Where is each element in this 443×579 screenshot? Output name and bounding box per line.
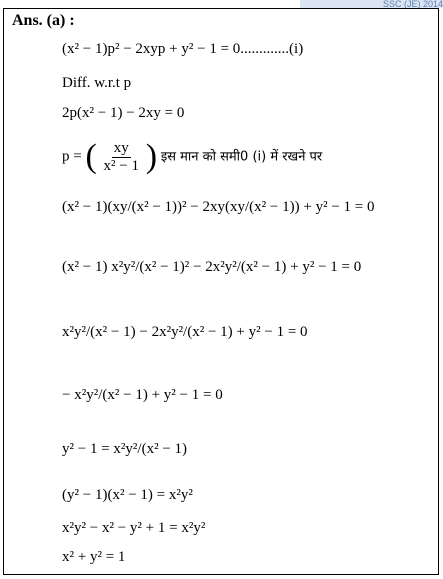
equation-10: x²y² − x² − y² + 1 = x²y²	[62, 520, 206, 536]
equation-2: 2p(x² − 1) − 2xy = 0	[62, 105, 185, 121]
equation-7: − x²y²/(x² − 1) + y² − 1 = 0	[62, 387, 223, 403]
answer-label: Ans. (a) :	[12, 12, 75, 29]
equation-1: (x² − 1)p² − 2xyp + y² − 1 = 0.............(i)	[62, 41, 304, 57]
equation-6: x²y²/(x² − 1) − 2x²y²/(x² − 1) + y² − 1 = 0	[62, 324, 308, 340]
equation-3: p = ( $\frac{xy}{\text{x² − 1}}$ ) इस मान को समी0 (i) में रखने पर	[62, 138, 323, 175]
equation-11: x² + y² = 1	[62, 549, 126, 565]
header-tab: SSC (JE) 2014	[300, 0, 443, 8]
equation-9: (y² − 1)(x² − 1) = x²y²	[62, 487, 193, 503]
diff-label: Diff. w.r.t p	[62, 75, 132, 91]
equation-8: y² − 1 = x²y²/(x² − 1)	[62, 441, 188, 457]
equation-4: (x² − 1)(xy/(x² − 1))² − 2xy(xy/(x² − 1)) + y² − 1 = 0	[62, 199, 375, 215]
equation-5: (x² − 1) x²y²/(x² − 1)² − 2x²y²/(x² − 1) + y² − 1 = 0	[62, 259, 362, 275]
